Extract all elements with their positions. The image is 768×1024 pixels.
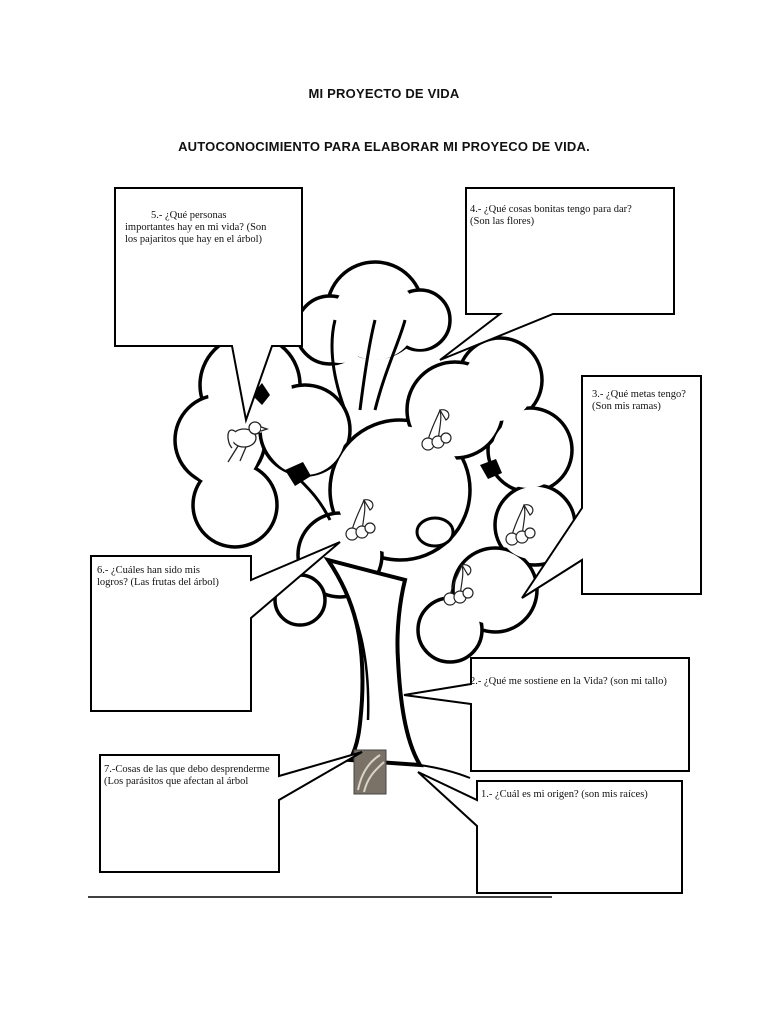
page-title: MI PROYECTO DE VIDA [308,86,460,101]
question-5-text: 5.- ¿Qué personas importantes hay en mi vida? (Son los pajaritos que hay en el árbol) [125,210,267,245]
question-7-text: 7.-Cosas de las que debo desprenderme (Los parásitos que afectan al árbol [104,764,270,787]
question-3-text: 3.- ¿Qué metas tengo? (Son mis ramas) [592,389,686,412]
page-subtitle: AUTOCONOCIMIENTO PARA ELABORAR MI PROYECO DE VIDA. [178,139,590,154]
question-6-text: 6.- ¿Cuáles han sido mis logros? (Las frutas del árbol) [97,565,219,588]
parasite-icon [354,750,386,794]
question-4-text: 4.- ¿Qué cosas bonitas tengo para dar? (Son las flores) [470,204,632,227]
question-1-text: 1.- ¿Cuál es mi origen? (son mis raíces) [481,789,648,800]
question-2-text: 2.- ¿Qué me sostiene en la Vida? (son mi tallo) [470,676,667,687]
